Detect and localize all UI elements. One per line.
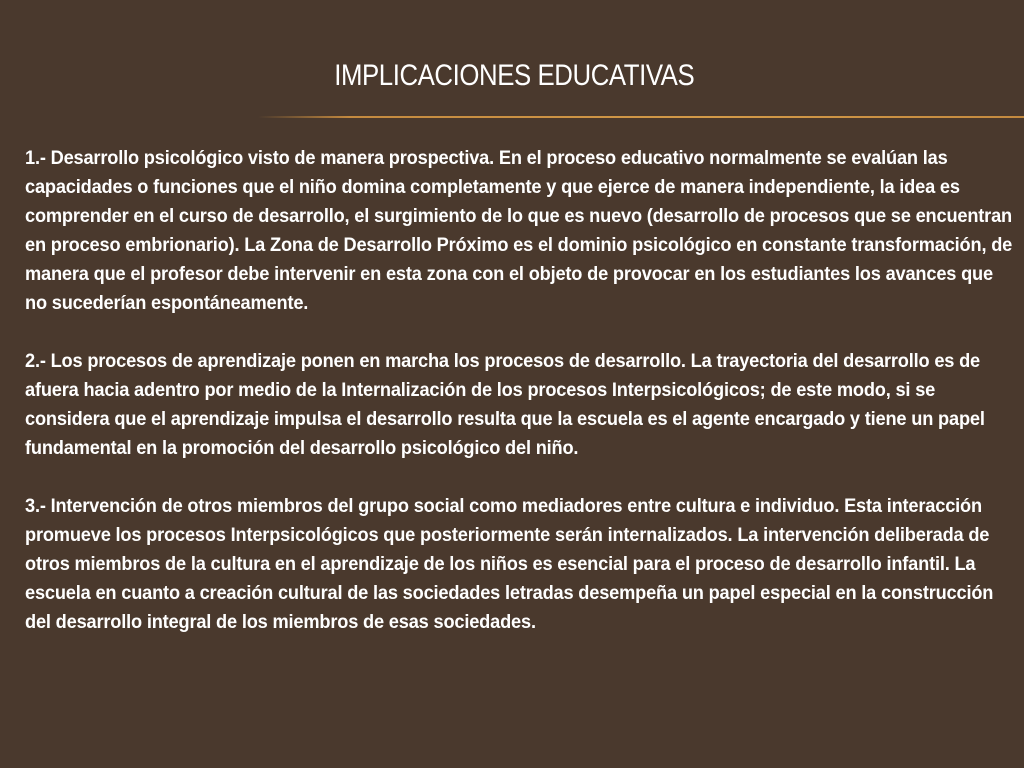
paragraph-1: 1.- Desarrollo psicológico visto de manera prospectiva. En el proceso educativo normalmente se evalúan las capacidades o funciones que el niño domina completamente y que ejerce de manera independiente, la idea es comprender en el curso de desarrollo, el surgimiento de lo que es nuevo (desarrollo de procesos que se encuentran en proceso embrionario). La Zona de Desarrollo Próximo es el dominio psicológico en constante transformación, de manera que el profesor debe intervenir en esta zona con el objeto de provocar en los estudiantes los avances que no sucederían espontáneamente.	[25, 147, 1013, 314]
paragraph-2: 2.- Los procesos de aprendizaje ponen en marcha los procesos de desarrollo. La trayectoria del desarrollo es de afuera hacia adentro por medio de la Internalización de los procesos Interpsicológicos; de este modo, si se considera que el aprendizaje impulsa el desarrollo resulta que la escuela es el agente encargado y tiene un papel fundamental en la promoción del desarrollo psicológico del niño.	[25, 350, 985, 459]
slide-body	[25, 144, 1015, 666]
slide-title: IMPLICACIONES EDUCATIVAS	[334, 59, 695, 92]
paragraph-3: 3.- Intervención de otros miembros del grupo social como mediadores entre cultura e individuo. Esta interacción promueve los procesos Interpsicológicos que posteriormente serán internalizados. La intervención deliberada de otros miembros de la cultura en el aprendizaje de los niños es esencial para el proceso de desarrollo infantil. La escuela en cuanto a creación cultural de las sociedades letradas desempeña un papel especial en la construcción del desarrollo integral de los miembros de esas sociedades.	[25, 495, 994, 633]
title-divider	[258, 116, 1024, 118]
